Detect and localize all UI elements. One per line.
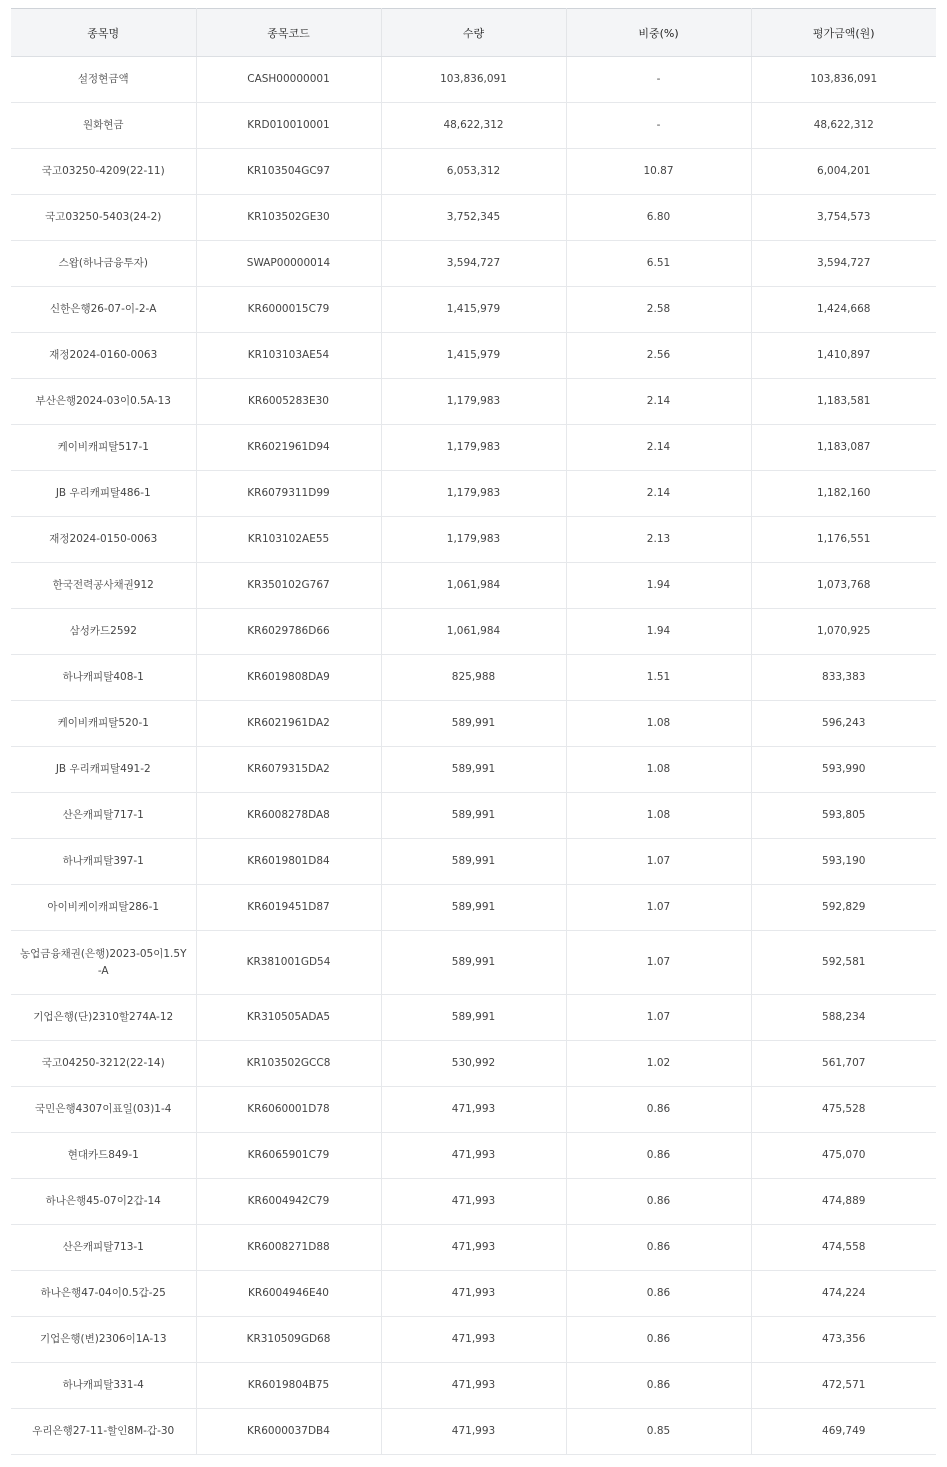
table-row bbox=[11, 333, 936, 379]
cell-name: 원화현금 bbox=[11, 103, 196, 149]
cell-quantity: 589,991 bbox=[381, 701, 566, 747]
cell-code: KR103502GCC8 bbox=[196, 1041, 381, 1087]
cell-quantity: 589,991 bbox=[381, 747, 566, 793]
table-row bbox=[11, 379, 936, 425]
table-row bbox=[11, 471, 936, 517]
cell-weight: 1.07 bbox=[566, 995, 751, 1041]
cell-code: KR310509GD68 bbox=[196, 1317, 381, 1363]
cell-code: KR6008278DA8 bbox=[196, 793, 381, 839]
cell-weight: 2.58 bbox=[566, 287, 751, 333]
table-row bbox=[11, 1179, 936, 1225]
cell-quantity: 3,752,345 bbox=[381, 195, 566, 241]
cell-code: KR103103AE54 bbox=[196, 333, 381, 379]
cell-code: KR6019451D87 bbox=[196, 885, 381, 931]
table-row bbox=[11, 839, 936, 885]
table-header bbox=[11, 9, 936, 57]
cell-name: 설정현금액 bbox=[11, 57, 196, 103]
column-header-quantity: 수량 bbox=[381, 9, 566, 57]
cell-quantity: 6,053,312 bbox=[381, 149, 566, 195]
cell-quantity: 1,179,983 bbox=[381, 517, 566, 563]
cell-code: KR381001GD54 bbox=[196, 931, 381, 995]
cell-name: 삼성카드2592 bbox=[11, 609, 196, 655]
cell-value: 474,558 bbox=[751, 1225, 936, 1271]
table-row bbox=[11, 563, 936, 609]
cell-code: KR6079311D99 bbox=[196, 471, 381, 517]
cell-name: JB 우리캐피탈486-1 bbox=[11, 471, 196, 517]
table-row bbox=[11, 287, 936, 333]
holdings-table bbox=[11, 8, 936, 1455]
cell-value: 472,571 bbox=[751, 1363, 936, 1409]
cell-value: 473,356 bbox=[751, 1317, 936, 1363]
cell-name: 국고04250-3212(22-14) bbox=[11, 1041, 196, 1087]
cell-weight: 1.08 bbox=[566, 701, 751, 747]
cell-code: CASH00000001 bbox=[196, 57, 381, 103]
table-row bbox=[11, 425, 936, 471]
cell-quantity: 1,061,984 bbox=[381, 609, 566, 655]
cell-value: 475,070 bbox=[751, 1133, 936, 1179]
cell-weight: 0.86 bbox=[566, 1179, 751, 1225]
table-row bbox=[11, 57, 936, 103]
cell-code: KR103102AE55 bbox=[196, 517, 381, 563]
cell-code: KR6000037DB4 bbox=[196, 1409, 381, 1455]
cell-value: 588,234 bbox=[751, 995, 936, 1041]
table-row bbox=[11, 995, 936, 1041]
cell-name: 농업금융채권(은행)2023-05이1.5Y-A bbox=[11, 931, 196, 995]
table-row bbox=[11, 793, 936, 839]
column-header-value: 평가금액(원) bbox=[751, 9, 936, 57]
cell-value: 3,754,573 bbox=[751, 195, 936, 241]
table-row bbox=[11, 1271, 936, 1317]
cell-quantity: 471,993 bbox=[381, 1133, 566, 1179]
cell-name: 케이비캐피탈520-1 bbox=[11, 701, 196, 747]
column-header-weight: 비중(%) bbox=[566, 9, 751, 57]
cell-code: KR6065901C79 bbox=[196, 1133, 381, 1179]
cell-value: 593,805 bbox=[751, 793, 936, 839]
cell-quantity: 589,991 bbox=[381, 931, 566, 995]
cell-name: 신한은행26-07-이-2-A bbox=[11, 287, 196, 333]
cell-value: 593,990 bbox=[751, 747, 936, 793]
cell-name: 부산은행2024-03이0.5A-13 bbox=[11, 379, 196, 425]
table-row bbox=[11, 701, 936, 747]
cell-code: KR6060001D78 bbox=[196, 1087, 381, 1133]
cell-code: KR6021961DA2 bbox=[196, 701, 381, 747]
cell-code: KR6005283E30 bbox=[196, 379, 381, 425]
cell-weight: 1.94 bbox=[566, 609, 751, 655]
table-row bbox=[11, 931, 936, 995]
table-row bbox=[11, 1363, 936, 1409]
cell-code: KR350102G767 bbox=[196, 563, 381, 609]
holdings-table-container bbox=[11, 8, 936, 1455]
cell-name: 하나은행45-07이2갑-14 bbox=[11, 1179, 196, 1225]
cell-weight: 6.51 bbox=[566, 241, 751, 287]
cell-weight: 0.86 bbox=[566, 1271, 751, 1317]
cell-name: 하나캐피탈397-1 bbox=[11, 839, 196, 885]
cell-name: 기업은행(단)2310할274A-12 bbox=[11, 995, 196, 1041]
cell-name: 산은캐피탈713-1 bbox=[11, 1225, 196, 1271]
table-row bbox=[11, 241, 936, 287]
cell-value: 1,070,925 bbox=[751, 609, 936, 655]
cell-code: KR6008271D88 bbox=[196, 1225, 381, 1271]
table-row bbox=[11, 747, 936, 793]
cell-value: 593,190 bbox=[751, 839, 936, 885]
cell-value: 1,424,668 bbox=[751, 287, 936, 333]
cell-quantity: 589,991 bbox=[381, 995, 566, 1041]
cell-value: 1,073,768 bbox=[751, 563, 936, 609]
cell-value: 1,183,087 bbox=[751, 425, 936, 471]
cell-weight: 1.07 bbox=[566, 931, 751, 995]
cell-code: KR6029786D66 bbox=[196, 609, 381, 655]
cell-name: 국고03250-5403(24-2) bbox=[11, 195, 196, 241]
table-row bbox=[11, 103, 936, 149]
cell-weight: 6.80 bbox=[566, 195, 751, 241]
cell-value: 3,594,727 bbox=[751, 241, 936, 287]
cell-value: 103,836,091 bbox=[751, 57, 936, 103]
cell-quantity: 471,993 bbox=[381, 1317, 566, 1363]
cell-name: 아이비케이캐피탈286-1 bbox=[11, 885, 196, 931]
cell-weight: - bbox=[566, 57, 751, 103]
cell-name: 재정2024-0160-0063 bbox=[11, 333, 196, 379]
table-row bbox=[11, 517, 936, 563]
cell-name: 하나은행47-04이0.5갑-25 bbox=[11, 1271, 196, 1317]
table-row bbox=[11, 1087, 936, 1133]
cell-quantity: 103,836,091 bbox=[381, 57, 566, 103]
cell-name: JB 우리캐피탈491-2 bbox=[11, 747, 196, 793]
cell-quantity: 589,991 bbox=[381, 885, 566, 931]
cell-weight: 1.02 bbox=[566, 1041, 751, 1087]
cell-name: 하나캐피탈408-1 bbox=[11, 655, 196, 701]
cell-weight: 10.87 bbox=[566, 149, 751, 195]
cell-weight: 1.07 bbox=[566, 839, 751, 885]
cell-quantity: 471,993 bbox=[381, 1087, 566, 1133]
cell-name: 산은캐피탈717-1 bbox=[11, 793, 196, 839]
cell-quantity: 471,993 bbox=[381, 1271, 566, 1317]
cell-code: KR6004946E40 bbox=[196, 1271, 381, 1317]
cell-quantity: 471,993 bbox=[381, 1363, 566, 1409]
cell-name: 하나캐피탈331-4 bbox=[11, 1363, 196, 1409]
cell-code: KR6004942C79 bbox=[196, 1179, 381, 1225]
table-row bbox=[11, 1317, 936, 1363]
table-row bbox=[11, 1409, 936, 1455]
cell-quantity: 471,993 bbox=[381, 1179, 566, 1225]
cell-value: 469,749 bbox=[751, 1409, 936, 1455]
cell-code: KR6019801D84 bbox=[196, 839, 381, 885]
cell-name: 한국전력공사채권912 bbox=[11, 563, 196, 609]
table-row bbox=[11, 655, 936, 701]
cell-name: 재정2024-0150-0063 bbox=[11, 517, 196, 563]
cell-weight: 1.08 bbox=[566, 747, 751, 793]
cell-value: 1,183,581 bbox=[751, 379, 936, 425]
cell-quantity: 1,415,979 bbox=[381, 287, 566, 333]
cell-quantity: 589,991 bbox=[381, 793, 566, 839]
cell-value: 6,004,201 bbox=[751, 149, 936, 195]
cell-weight: 2.14 bbox=[566, 471, 751, 517]
cell-weight: 2.14 bbox=[566, 379, 751, 425]
cell-value: 475,528 bbox=[751, 1087, 936, 1133]
cell-weight: 0.86 bbox=[566, 1317, 751, 1363]
cell-weight: 1.08 bbox=[566, 793, 751, 839]
cell-value: 561,707 bbox=[751, 1041, 936, 1087]
cell-weight: 2.56 bbox=[566, 333, 751, 379]
cell-value: 474,889 bbox=[751, 1179, 936, 1225]
table-body bbox=[11, 57, 936, 1455]
cell-name: 스왑(하나금융투자) bbox=[11, 241, 196, 287]
cell-weight: 1.94 bbox=[566, 563, 751, 609]
cell-value: 592,581 bbox=[751, 931, 936, 995]
cell-quantity: 825,988 bbox=[381, 655, 566, 701]
cell-code: KR6019804B75 bbox=[196, 1363, 381, 1409]
cell-name: 국민은행4307이표일(03)1-4 bbox=[11, 1087, 196, 1133]
cell-weight: 0.85 bbox=[566, 1409, 751, 1455]
cell-quantity: 3,594,727 bbox=[381, 241, 566, 287]
cell-weight: 0.86 bbox=[566, 1225, 751, 1271]
cell-weight: 2.14 bbox=[566, 425, 751, 471]
table-row bbox=[11, 195, 936, 241]
table-row bbox=[11, 1041, 936, 1087]
column-header-name: 종목명 bbox=[11, 9, 196, 57]
cell-quantity: 589,991 bbox=[381, 839, 566, 885]
cell-weight: 0.86 bbox=[566, 1133, 751, 1179]
cell-name: 케이비캐피탈517-1 bbox=[11, 425, 196, 471]
cell-name: 현대카드849-1 bbox=[11, 1133, 196, 1179]
cell-weight: 0.86 bbox=[566, 1087, 751, 1133]
cell-weight: 0.86 bbox=[566, 1363, 751, 1409]
cell-code: SWAP00000014 bbox=[196, 241, 381, 287]
cell-value: 592,829 bbox=[751, 885, 936, 931]
cell-name: 국고03250-4209(22-11) bbox=[11, 149, 196, 195]
cell-quantity: 1,179,983 bbox=[381, 471, 566, 517]
cell-code: KR6079315DA2 bbox=[196, 747, 381, 793]
cell-value: 1,182,160 bbox=[751, 471, 936, 517]
cell-value: 833,383 bbox=[751, 655, 936, 701]
cell-weight: 2.13 bbox=[566, 517, 751, 563]
cell-code: KR6019808DA9 bbox=[196, 655, 381, 701]
cell-name: 우리은행27-11-할인8M-갑-30 bbox=[11, 1409, 196, 1455]
cell-quantity: 471,993 bbox=[381, 1409, 566, 1455]
table-row bbox=[11, 609, 936, 655]
cell-quantity: 1,179,983 bbox=[381, 425, 566, 471]
cell-quantity: 530,992 bbox=[381, 1041, 566, 1087]
table-row bbox=[11, 885, 936, 931]
cell-weight: - bbox=[566, 103, 751, 149]
cell-code: KRD010010001 bbox=[196, 103, 381, 149]
cell-value: 596,243 bbox=[751, 701, 936, 747]
cell-code: KR6021961D94 bbox=[196, 425, 381, 471]
table-row bbox=[11, 1225, 936, 1271]
column-header-code: 종목코드 bbox=[196, 9, 381, 57]
cell-name: 기업은행(변)2306이1A-13 bbox=[11, 1317, 196, 1363]
cell-code: KR103504GC97 bbox=[196, 149, 381, 195]
cell-quantity: 1,179,983 bbox=[381, 379, 566, 425]
cell-value: 474,224 bbox=[751, 1271, 936, 1317]
cell-quantity: 1,061,984 bbox=[381, 563, 566, 609]
cell-quantity: 471,993 bbox=[381, 1225, 566, 1271]
cell-value: 1,410,897 bbox=[751, 333, 936, 379]
cell-quantity: 1,415,979 bbox=[381, 333, 566, 379]
cell-value: 48,622,312 bbox=[751, 103, 936, 149]
cell-code: KR103502GE30 bbox=[196, 195, 381, 241]
cell-code: KR310505ADA5 bbox=[196, 995, 381, 1041]
cell-weight: 1.07 bbox=[566, 885, 751, 931]
cell-value: 1,176,551 bbox=[751, 517, 936, 563]
cell-weight: 1.51 bbox=[566, 655, 751, 701]
cell-code: KR6000015C79 bbox=[196, 287, 381, 333]
cell-quantity: 48,622,312 bbox=[381, 103, 566, 149]
table-row bbox=[11, 1133, 936, 1179]
header-row bbox=[11, 9, 936, 57]
table-row bbox=[11, 149, 936, 195]
